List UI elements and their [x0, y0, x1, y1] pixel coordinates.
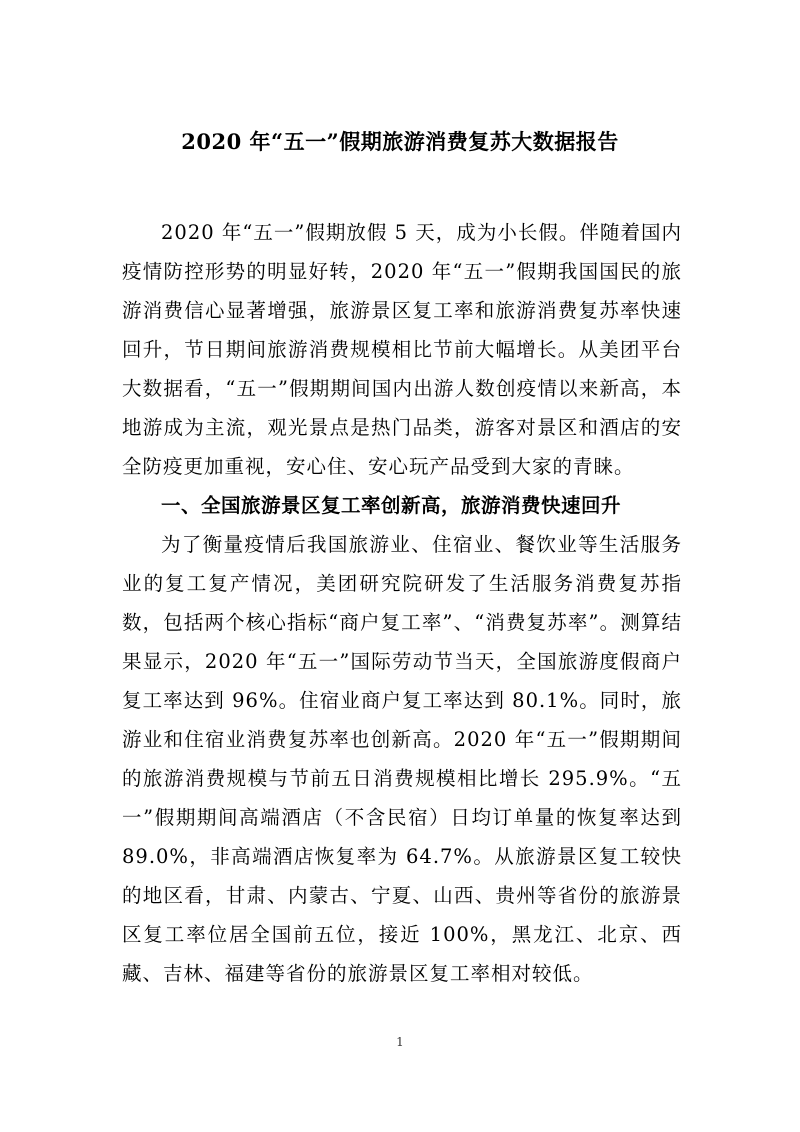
page-number: 1	[396, 1035, 404, 1049]
section-paragraph: 为了衡量疫情后我国旅游业、住宿业、餐饮业等生活服务业的复工复产情况，美团研究院研发了生活服务消费复苏指数，包括两个核心指标“商户复工率”、“消费复苏率”。测算结果显示，2020 年“五一”国际劳动节当天，全国旅游度假商户复工率达到 96%。住宿业商户复工率达到 80.1%。同时，旅游业和住宿业消费复苏率也创新高。2020 年“五一”假期期间的旅游消费规模与节前五日消费规模相比增长 295.9%。“五一”假期期间高端酒店（不含民宿）日均订单量的恢复率达到 89.0%，非高端酒店恢复率为 64.7%。从旅游景区复工较快的地区看，甘肃、内蒙古、宁夏、山西、贵州等省份的旅游景区复工率位居全国前五位，接近 100%，黑龙江、北京、西藏、吉林、福建等省份的旅游景区复工率相对较低。	[122, 533, 682, 985]
section-heading: 一、全国旅游景区复工率创新高，旅游消费快速回升	[161, 494, 622, 517]
intro-paragraph: 2020 年“五一”假期放假 5 天，成为小长假。伴随着国内疫情防控形势的明显好转，2020 年“五一”假期我国国民的旅游消费信心显著增强，旅游景区复工率和旅游消费复苏率快速回升，节日期间旅游消费规模相比节前大幅增长。从美团平台大数据看，“五一”假期期间国内出游人数创疫情以来新高，本地游成为主流，观光景点是热门品类，游客对景区和酒店的安全防疫更加重视，安心住、安心玩产品受到大家的青睐。	[122, 221, 682, 478]
document-title: 2020 年“五一”假期旅游消费复苏大数据报告	[181, 129, 619, 154]
document-body	[122, 213, 682, 993]
